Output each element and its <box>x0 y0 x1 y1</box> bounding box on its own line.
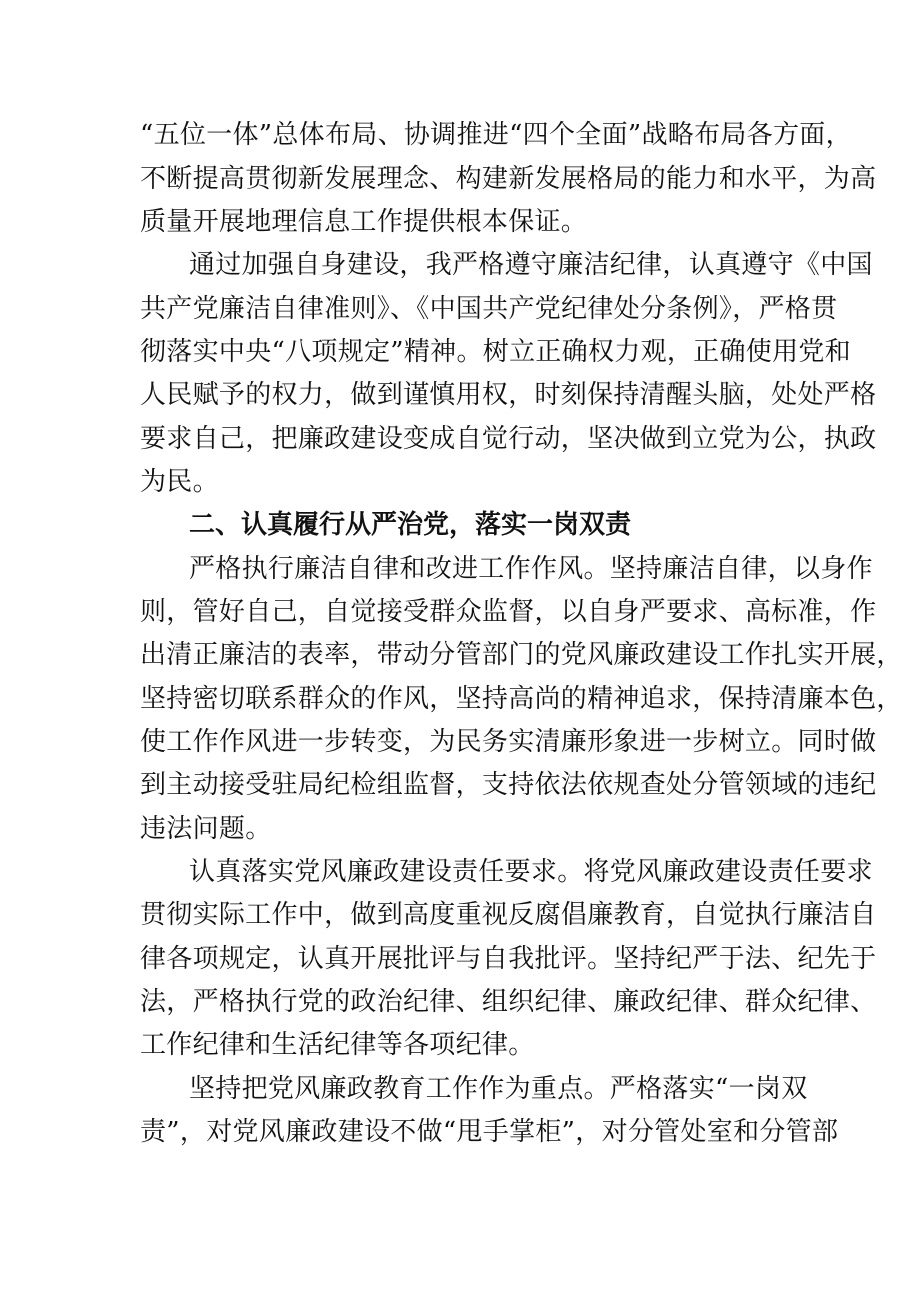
paragraph-line: 使工作作风进一步转变，为民务实清廉形象进一步树立。同时做 <box>140 727 877 757</box>
paragraph-line: 共产党廉洁自律准则》、《中国共产党纪律处分条例》，严格贯 <box>140 294 838 324</box>
paragraph-line: 责”，对党风廉政建设不做“甩手掌柜”，对分管处室和分管部 <box>140 1117 839 1147</box>
paragraph-line: 违法问题。 <box>140 814 272 844</box>
paragraph-line: “五位一体”总体布局、协调推进“四个全面”战略布局各方面， <box>140 120 852 150</box>
paragraph-line: 严格执行廉洁自律和改进工作作风。坚持廉洁自律，以身作 <box>189 554 873 584</box>
paragraph-line: 到主动接受驻局纪检组监督，支持依法依规查处分管领域的违纪 <box>140 770 877 800</box>
section-heading: 二、认真履行从严治党，落实一岗双责 <box>189 510 632 540</box>
paragraph-line: 为民。 <box>140 467 219 497</box>
paragraph-line: 法，严格执行党的政治纪律、组织纪律、廉政纪律、群众纪律、 <box>140 987 877 1017</box>
paragraph-line: 出清正廉洁的表率，带动分管部门的党风廉政建设工作扎实开展， <box>140 640 903 670</box>
paragraph-line: 人民赋予的权力，做到谨慎用权，时刻保持清醒头脑，处处严格 <box>140 380 877 410</box>
paragraph-line: 则，管好自己，自觉接受群众监督，以自身严要求、高标准，作 <box>140 597 877 627</box>
paragraph-line: 质量开展地理信息工作提供根本保证。 <box>140 207 588 237</box>
paragraph-line: 坚持密切联系群众的作风，坚持高尚的精神追求，保持清廉本色， <box>140 684 903 714</box>
paragraph-line: 要求自己，把廉政建设变成自觉行动，坚决做到立党为公，执政 <box>140 424 877 454</box>
paragraph-line: 律各项规定，认真开展批评与自我批评。坚持纪严于法、纪先于 <box>140 944 877 974</box>
paragraph-line: 贯彻实际工作中，做到高度重视反腐倡廉教育，自觉执行廉洁自 <box>140 900 877 930</box>
paragraph-line: 彻落实中央“八项规定”精神。树立正确权力观，正确使用党和 <box>140 337 851 367</box>
paragraph-line: 坚持把党风廉政教育工作作为重点。严格落实“一岗双 <box>189 1074 808 1104</box>
paragraph-line: 认真落实党风廉政建设责任要求。将党风廉政建设责任要求 <box>189 857 873 887</box>
paragraph-line: 不断提高贯彻新发展理念、构建新发展格局的能力和水平，为高 <box>140 164 877 194</box>
paragraph-line: 通过加强自身建设，我严格遵守廉洁纪律，认真遵守《中国 <box>189 250 873 280</box>
paragraph-line: 工作纪律和生活纪律等各项纪律。 <box>140 1030 535 1060</box>
